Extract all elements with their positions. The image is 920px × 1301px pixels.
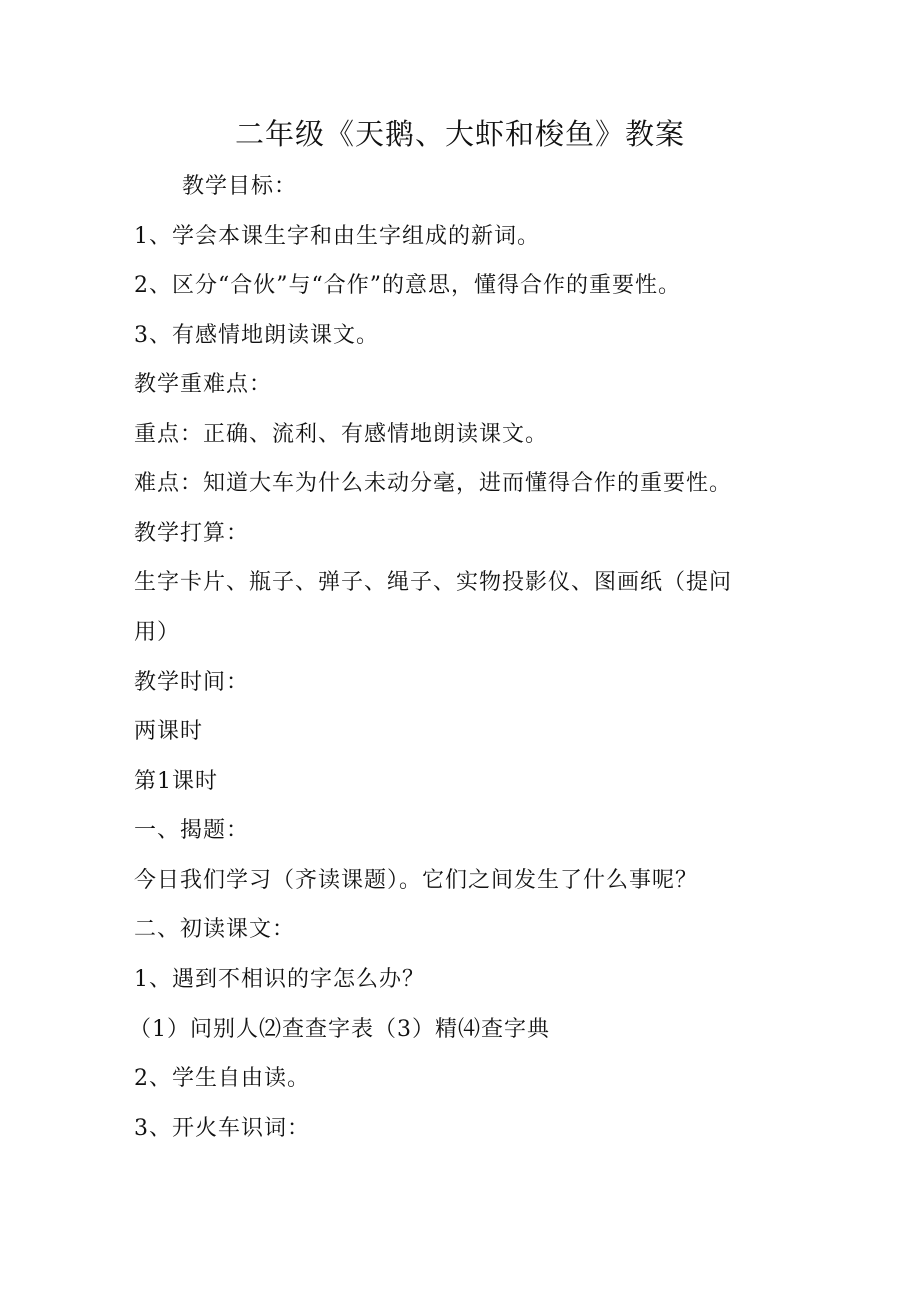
section-heading-2: 二、初读课文： (134, 917, 296, 942)
step-item-3: 3、开火车识词： (134, 1116, 310, 1141)
difficult-point-text: 难点：知道大车为什么未动分毫，进而懂得合作的重要性。 (134, 471, 733, 496)
heading-key-points: 教学重难点： (134, 372, 273, 397)
document-title: 二年级《天鹅、大虾和梭鱼》教案 (234, 117, 685, 151)
preparation-text-continued: 用） (134, 620, 181, 645)
goal-item-1: 1、学会本课生字和由生字组成的新词。 (134, 224, 540, 249)
heading-teaching-time: 教学时间： (134, 670, 250, 695)
teaching-time-text: 两课时 (134, 719, 204, 744)
key-point-text: 重点：正确、流利、有感情地朗读课文。 (134, 422, 549, 447)
step-item-1: 1、遇到不相识的字怎么办？ (134, 967, 425, 992)
goal-item-2: 2、区分“合伙”与“合作”的意思，懂得合作的重要性。 (134, 273, 681, 298)
heading-preparation: 教学打算： (134, 521, 250, 546)
goal-item-3: 3、有感情地朗读课文。 (134, 323, 379, 348)
section-heading-1: 一、揭题： (134, 818, 250, 843)
step-item-1-options: （1）问别人⑵查查字表（3）精⑷查字典 (129, 1017, 550, 1042)
step-item-2: 2、学生自由读。 (134, 1066, 310, 1091)
section-1-text: 今日我们学习（齐读课题）。它们之间发生了什么事呢？ (134, 868, 699, 893)
preparation-text: 生字卡片、瓶子、弹子、绳子、实物投影仪、图画纸（提问 (134, 570, 733, 595)
lesson-number: 第1课时 (134, 769, 218, 794)
heading-teaching-goals: 教学目标： (182, 174, 298, 199)
